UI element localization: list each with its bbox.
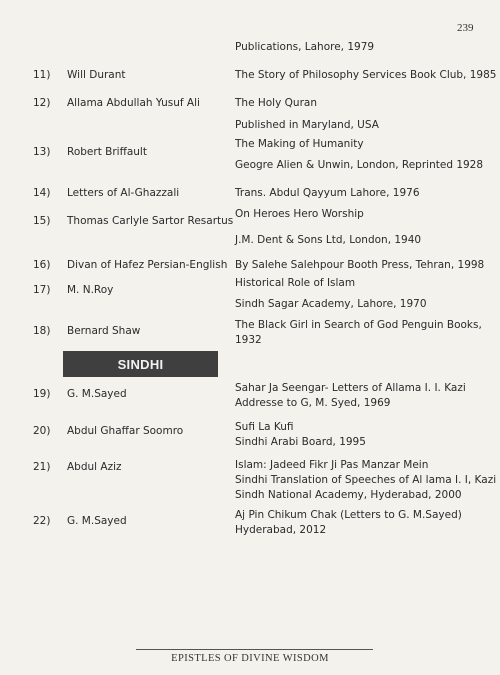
entry-author: Allama Abdullah Yusuf Ali [67,97,200,109]
entry-author: Will Durant [67,69,126,81]
entry-author: Thomas Carlyle Sartor Resartus [67,215,234,227]
footer-rule [136,649,373,650]
entry-number: 14) [33,187,51,199]
entry-author: M. N.Roy [67,284,114,296]
section-heading-sindhi: SINDHI [63,351,218,377]
entry-title-line: Geogre Alien & Unwin, London, Reprinted 1928 [235,159,484,171]
entry-title-line: Hyderabad, 2012 [235,524,327,536]
entry-number: 19) [33,388,51,400]
entry-author: Letters of Al-Ghazzali [67,187,180,199]
entry-title-line: Sindh National Academy, Hyderabad, 2000 [235,489,462,501]
entry-title-line: Islam: Jadeed Fikr Ji Pas Manzar Mein [235,459,429,471]
entry-title-line: On Heroes Hero Worship [235,208,364,220]
entry-author: Divan of Hafez Persian-English [67,259,228,271]
entry-author: Abdul Aziz [67,461,122,473]
entry-title-line: Published in Maryland, USA [235,119,379,131]
entry-title-line: Sindhi Translation of Speeches of Al lama I. I, Kazi [235,474,497,486]
entry-author: G. M.Sayed [67,388,127,400]
entry-number: 20) [33,425,51,437]
entry-title-line: Addresse to G, M. Syed, 1969 [235,397,391,409]
page-number: 239 [457,22,474,34]
entry-title-line: Publications, Lahore, 1979 [235,41,375,53]
running-footer: EPISTLES OF DIVINE WISDOM [171,653,329,664]
entry-number: 18) [33,325,51,337]
entry-title-line: By Salehe Salehpour Booth Press, Tehran, 1998 [235,259,485,271]
entry-title-line: 1932 [235,334,262,346]
entry-number: 15) [33,215,51,227]
entry-title-line: Sahar Ja Seengar- Letters of Allama I. I. Kazi [235,382,466,394]
entry-author: Robert Briffault [67,146,147,158]
entry-author: Bernard Shaw [67,325,141,337]
entry-title-line: The Making of Humanity [235,138,364,150]
entry-number: 16) [33,259,51,271]
entry-title-line: Sindh Sagar Academy, Lahore, 1970 [235,298,427,310]
entry-title-line: Sindhi Arabi Board, 1995 [235,436,366,448]
entry-title-line: The Black Girl in Search of God Penguin Books, [235,319,482,331]
entry-title-line: Trans. Abdul Qayyum Lahore, 1976 [235,187,420,199]
entry-number: 11) [33,69,51,81]
entry-author: G. M.Sayed [67,515,127,527]
entry-title-line: Historical Role of Islam [235,277,356,289]
entry-number: 13) [33,146,51,158]
entry-number: 22) [33,515,51,527]
entry-number: 21) [33,461,51,473]
entry-number: 17) [33,284,51,296]
entry-author: Abdul Ghaffar Soomro [67,425,184,437]
entry-title-line: The Holy Quran [235,97,317,109]
entry-title-line: J.M. Dent & Sons Ltd, London, 1940 [235,234,422,246]
entry-title-line: Sufi La Kufi [235,421,294,433]
entry-title-line: The Story of Philosophy Services Book Club, 1985 [235,69,497,81]
entry-title-line: Aj Pin Chikum Chak (Letters to G. M.Sayed) [235,509,462,521]
entry-number: 12) [33,97,51,109]
